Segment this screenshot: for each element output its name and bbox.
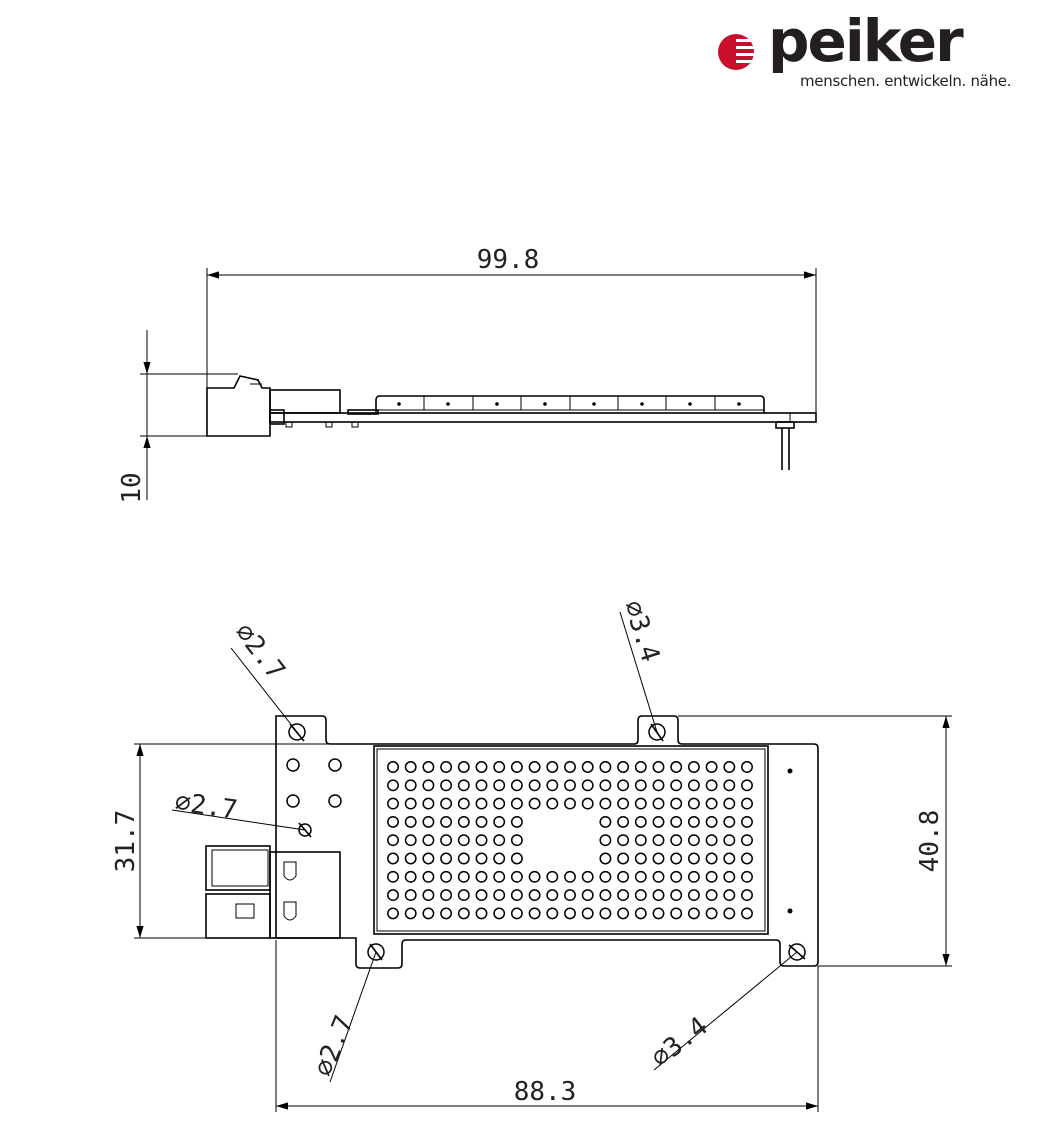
shield-hole	[583, 908, 593, 918]
shield-hole	[689, 872, 699, 882]
shield-hole	[706, 817, 716, 827]
shield-hole	[653, 872, 663, 882]
shield-hole	[618, 762, 628, 772]
shield-hole	[494, 908, 504, 918]
shield-hole	[618, 817, 628, 827]
shield-hole	[565, 798, 575, 808]
shield-hole	[742, 780, 752, 790]
shield-hole	[406, 890, 416, 900]
shield-hole	[476, 872, 486, 882]
shield-hole	[388, 872, 398, 882]
shield-hole	[724, 780, 734, 790]
shield-hole	[547, 890, 557, 900]
shield-hole	[671, 762, 681, 772]
shield-hole	[724, 762, 734, 772]
shield-hole	[671, 853, 681, 863]
shield-hole	[459, 780, 469, 790]
shield-hole	[406, 872, 416, 882]
side-view	[117, 245, 816, 504]
shield-hole	[583, 890, 593, 900]
shield-hole	[494, 817, 504, 827]
shield-hole	[476, 780, 486, 790]
shield-hole	[689, 890, 699, 900]
shield-hole	[706, 872, 716, 882]
shield-hole	[494, 853, 504, 863]
shield-hole	[459, 798, 469, 808]
shield-hole	[529, 780, 539, 790]
shield-hole	[706, 890, 716, 900]
shield-hole	[742, 872, 752, 882]
shield-hole	[724, 817, 734, 827]
top-height-left-dimension: 31.7	[111, 809, 141, 873]
shield-hole	[600, 908, 610, 918]
shield-hole	[512, 762, 522, 772]
shield-hole	[689, 835, 699, 845]
shield-hole	[423, 762, 433, 772]
side-length-dimension: 99.8	[476, 245, 540, 275]
shield-hole	[423, 817, 433, 827]
shield-hole	[459, 872, 469, 882]
shield-hole	[653, 817, 663, 827]
shield-hole	[689, 762, 699, 772]
shield-hole	[529, 890, 539, 900]
shield-hole	[547, 908, 557, 918]
shield-hole	[742, 835, 752, 845]
shield-hole	[653, 908, 663, 918]
shield-hole	[636, 780, 646, 790]
shield-hole	[583, 780, 593, 790]
shield-hole	[423, 780, 433, 790]
shield-hole	[512, 835, 522, 845]
shield-hole	[724, 835, 734, 845]
shield-hole	[706, 798, 716, 808]
shield-hole	[600, 835, 610, 845]
shield-hole	[494, 762, 504, 772]
shield-hole	[494, 835, 504, 845]
shield-hole	[423, 835, 433, 845]
shield-hole	[406, 762, 416, 772]
shield-hole	[406, 908, 416, 918]
shield-hole	[653, 798, 663, 808]
top-view	[111, 597, 952, 1112]
shield-hole	[724, 872, 734, 882]
shield-hole	[689, 908, 699, 918]
shield-hole	[724, 908, 734, 918]
shield-hole	[547, 872, 557, 882]
shield-hole	[476, 762, 486, 772]
shield-hole	[476, 835, 486, 845]
shield-hole	[441, 835, 451, 845]
shield-hole	[512, 798, 522, 808]
shield-hole	[742, 817, 752, 827]
shield-hole	[618, 835, 628, 845]
shield-hole	[742, 798, 752, 808]
shield-hole	[618, 780, 628, 790]
logo-tagline: menschen. entwickeln. nähe.	[800, 72, 1012, 90]
shield-hole	[388, 780, 398, 790]
shield-hole	[671, 817, 681, 827]
shield-hole	[476, 817, 486, 827]
shield-hole	[441, 798, 451, 808]
shield-hole	[547, 780, 557, 790]
shield-hole	[742, 853, 752, 863]
hole-bottom-right-label: ⌀3.4	[645, 1011, 714, 1074]
shield-hole	[742, 890, 752, 900]
shield-hole	[529, 762, 539, 772]
shield-hole	[494, 890, 504, 900]
shield-hole	[459, 762, 469, 772]
shield-hole	[565, 762, 575, 772]
shield-hole	[423, 798, 433, 808]
shield-hole	[636, 762, 646, 772]
shield-hole	[618, 798, 628, 808]
shield-hole	[459, 890, 469, 900]
side-height-dimension: 10	[117, 472, 147, 504]
shield-hole	[529, 872, 539, 882]
shield-hole	[406, 835, 416, 845]
shield-hole	[618, 853, 628, 863]
top-height-right-dimension: 40.8	[915, 809, 945, 873]
shield-hole	[706, 835, 716, 845]
shield-hole	[423, 908, 433, 918]
shield-hole	[388, 835, 398, 845]
hole-inner-label: ⌀2.7	[173, 787, 240, 826]
shield-hole	[671, 908, 681, 918]
shield-hole	[494, 872, 504, 882]
shield-hole	[600, 780, 610, 790]
shield-hole	[742, 762, 752, 772]
shield-hole	[512, 872, 522, 882]
shield-hole	[388, 890, 398, 900]
shield-hole	[618, 890, 628, 900]
shield-hole	[600, 817, 610, 827]
shield-hole	[653, 780, 663, 790]
shield-hole	[706, 853, 716, 863]
shield-hole	[512, 853, 522, 863]
shield-hole	[653, 835, 663, 845]
shield-hole	[547, 762, 557, 772]
shield-hole	[565, 872, 575, 882]
shield-hole	[441, 817, 451, 827]
shield-hole	[512, 908, 522, 918]
hole-top-right-label: ⌀3.4	[617, 596, 666, 666]
shield-hole	[653, 762, 663, 772]
shield-hole	[636, 835, 646, 845]
shield-hole	[636, 872, 646, 882]
shield-hole	[459, 835, 469, 845]
shield-hole	[706, 908, 716, 918]
top-width-dimension: 88.3	[513, 1077, 577, 1107]
shield-hole	[671, 798, 681, 808]
shield-hole	[441, 908, 451, 918]
shield-hole	[565, 890, 575, 900]
shield-hole	[689, 817, 699, 827]
shield-hole	[388, 908, 398, 918]
shield-hole	[600, 762, 610, 772]
shield-hole	[636, 853, 646, 863]
shield-hole	[742, 908, 752, 918]
shield-hole	[600, 872, 610, 882]
shield-hole	[441, 872, 451, 882]
shield-hole	[636, 908, 646, 918]
shield-hole	[671, 780, 681, 790]
shield-hole	[618, 908, 628, 918]
shield-hole	[441, 762, 451, 772]
shield-hole	[512, 817, 522, 827]
shield-hole	[529, 908, 539, 918]
shield-hole	[706, 780, 716, 790]
shield-hole	[706, 762, 716, 772]
shield-hole	[423, 890, 433, 900]
logo-wordmark: peiker	[768, 7, 962, 75]
shield-hole	[406, 780, 416, 790]
shield-hole	[600, 853, 610, 863]
shield-hole	[636, 890, 646, 900]
shield-hole	[724, 798, 734, 808]
hole-bottom-left-label: ⌀2.7	[308, 1011, 360, 1081]
shield-hole	[653, 853, 663, 863]
shield-hole	[441, 853, 451, 863]
shield-hole	[512, 890, 522, 900]
shield-hole	[423, 853, 433, 863]
shield-hole	[388, 798, 398, 808]
shield-hole	[476, 890, 486, 900]
shield-hole	[689, 798, 699, 808]
shield-hole	[653, 890, 663, 900]
shield-hole	[689, 780, 699, 790]
shield-hole	[476, 908, 486, 918]
shield-hole	[600, 890, 610, 900]
shield-hole	[441, 780, 451, 790]
shield-hole	[671, 835, 681, 845]
shield-hole	[565, 780, 575, 790]
shield-hole	[388, 762, 398, 772]
shield-hole	[724, 853, 734, 863]
shield-hole	[441, 890, 451, 900]
shield-hole	[671, 872, 681, 882]
shield-hole	[459, 817, 469, 827]
shield-hole	[406, 853, 416, 863]
shield-hole	[406, 817, 416, 827]
shield-hole	[423, 872, 433, 882]
shield-hole	[565, 908, 575, 918]
hole-top-left-label: ⌀2.7	[228, 617, 291, 686]
shield-hole	[512, 780, 522, 790]
shield-hole	[583, 872, 593, 882]
shield-hole	[724, 890, 734, 900]
shield-hole	[406, 798, 416, 808]
shield-hole	[494, 780, 504, 790]
shield-hole	[636, 798, 646, 808]
shield-hole	[547, 798, 557, 808]
shield-hole	[494, 798, 504, 808]
shield-hole	[459, 853, 469, 863]
shield-hole	[388, 817, 398, 827]
shield-hole	[618, 872, 628, 882]
shield-hole	[529, 798, 539, 808]
shield-hole	[600, 798, 610, 808]
shield-hole	[476, 798, 486, 808]
shield-hole	[583, 798, 593, 808]
shield-hole	[583, 762, 593, 772]
shield-hole	[689, 853, 699, 863]
shield-hole	[388, 853, 398, 863]
shield-hole	[476, 853, 486, 863]
shield-hole	[671, 890, 681, 900]
shield-hole	[459, 908, 469, 918]
shield-hole	[636, 817, 646, 827]
